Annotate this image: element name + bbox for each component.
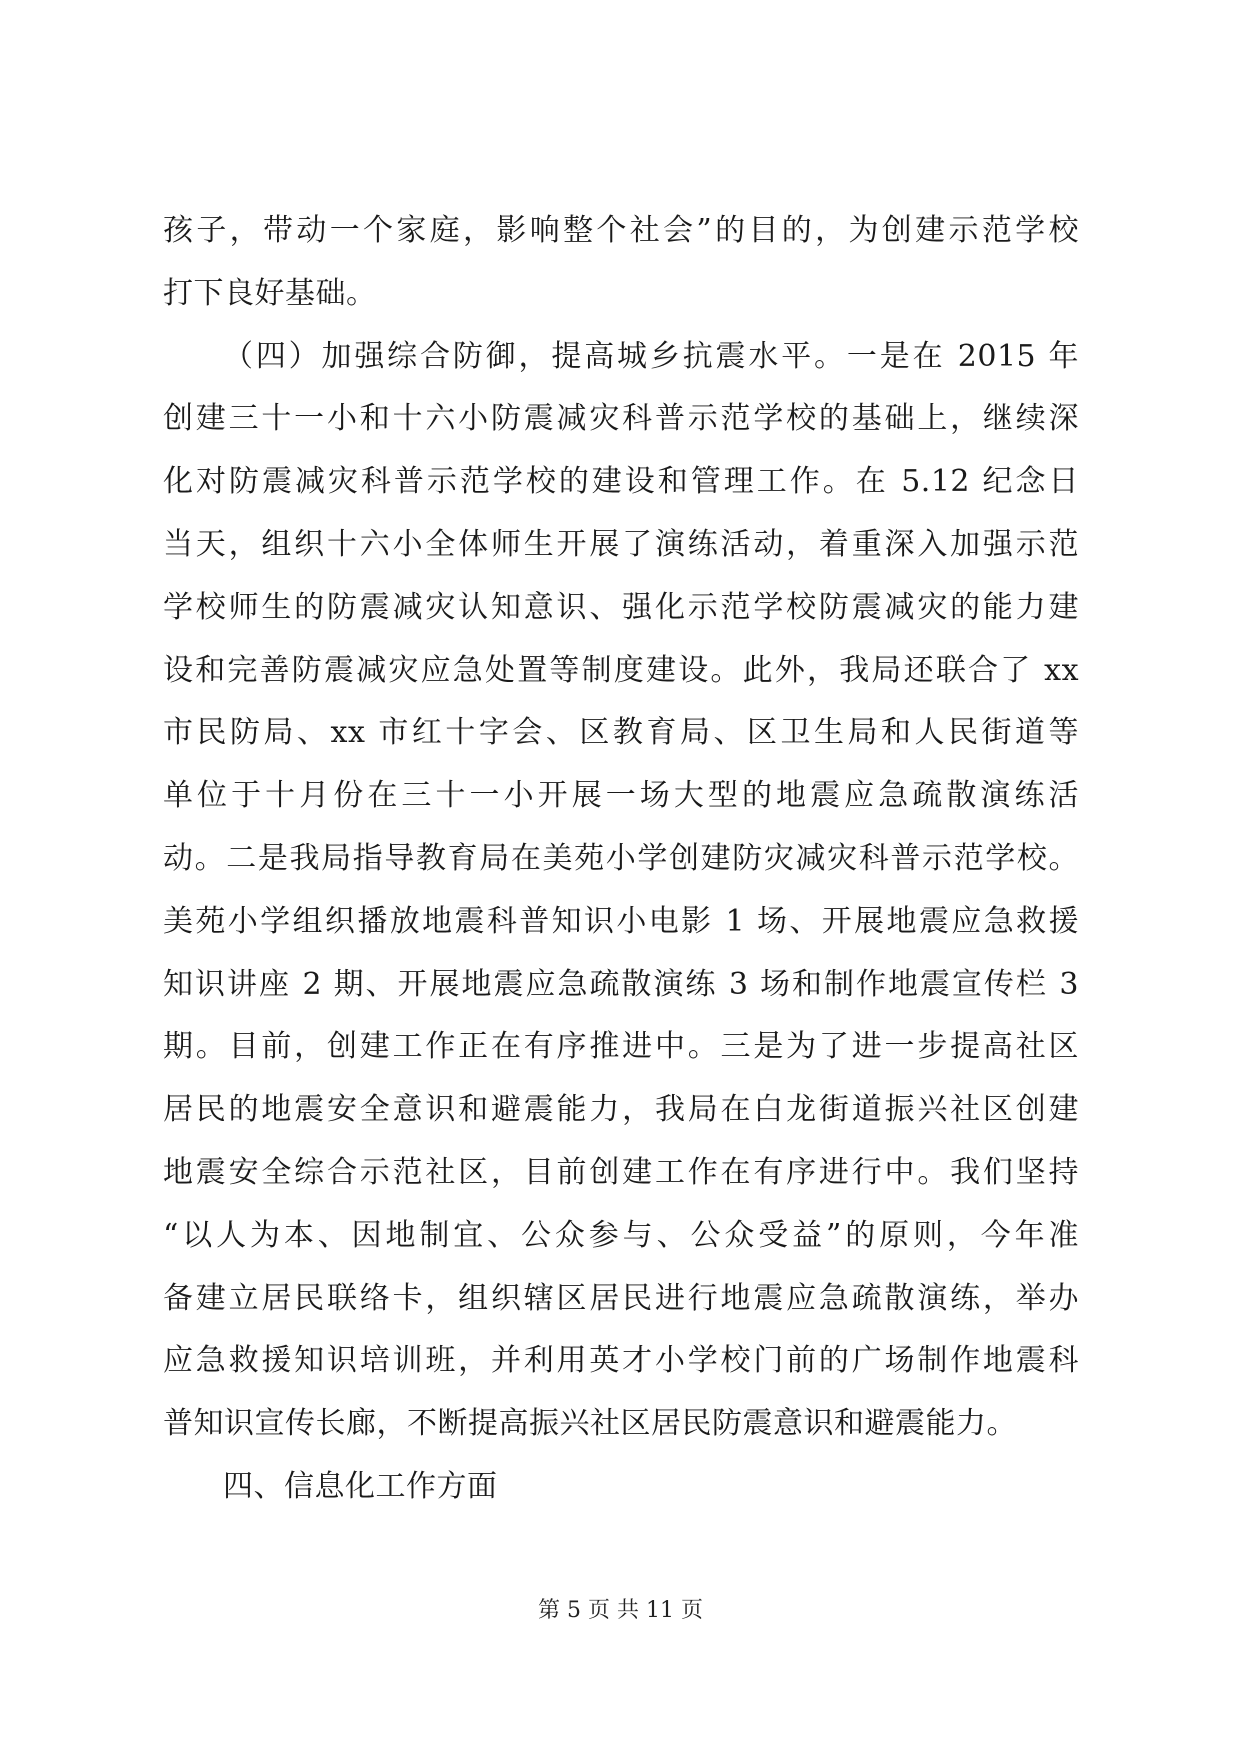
- text-line: 居民的地震安全意识和避震能力，我局在白龙街道振兴社区创建: [163, 1092, 1079, 1128]
- text-line: 地震安全综合示范社区，目前创建工作在有序进行中。我们坚持: [163, 1154, 1079, 1190]
- text-line: 备建立居民联络卡，组织辖区居民进行地震应急疏散演练，举办: [163, 1280, 1079, 1316]
- section-heading: 四、信息化工作方面: [223, 1468, 498, 1504]
- text-line: 学校师生的防震减灾认知意识、强化示范学校防震减灾的能力建: [163, 589, 1079, 625]
- text-line: 知识讲座 2 期、开展地震应急疏散演练 3 场和制作地震宣传栏 3: [163, 966, 1079, 1002]
- text-line: 动。二是我局指导教育局在美苑小学创建防灾减灾科普示范学校。: [163, 840, 1079, 876]
- text-line: 打下良好基础。: [163, 275, 377, 311]
- text-line: 市民防局、xx 市红十字会、区教育局、区卫生局和人民街道等: [163, 715, 1079, 751]
- text-line: 美苑小学组织播放地震科普知识小电影 1 场、开展地震应急救援: [163, 903, 1079, 939]
- body-text: [163, 200, 1079, 1519]
- text-line: 应急救援知识培训班，并利用英才小学校门前的广场制作地震科: [163, 1343, 1079, 1379]
- text-line: 设和完善防震减灾应急处置等制度建设。此外，我局还联合了 xx: [163, 652, 1079, 688]
- text-line: 化对防震减灾科普示范学校的建设和管理工作。在 5.12 纪念日: [163, 464, 1079, 500]
- text-line: 期。目前，创建工作正在有序推进中。三是为了进一步提高社区: [163, 1029, 1079, 1065]
- text-line: 创建三十一小和十六小防震减灾科普示范学校的基础上，继续深: [163, 401, 1079, 437]
- text-line: 当天，组织十六小全体师生开展了演练活动，着重深入加强示范: [163, 526, 1079, 562]
- text-line: 孩子，带动一个家庭，影响整个社会”的目的，为创建示范学校: [163, 213, 1079, 248]
- page-number-footer: 第 5 页 共 11 页: [538, 1598, 703, 1623]
- section-heading-line: （四）加强综合防御，提高城乡抗震水平。一是在 2015 年: [223, 338, 1079, 374]
- text-line: 普知识宣传长廊，不断提高振兴社区居民防震意识和避震能力。: [163, 1406, 1017, 1442]
- text-line: 单位于十月份在三十一小开展一场大型的地震应急疏散演练活: [163, 778, 1079, 814]
- text-line: “以人为本、因地制宜、公众参与、公众受益”的原则，今年准: [163, 1217, 1079, 1253]
